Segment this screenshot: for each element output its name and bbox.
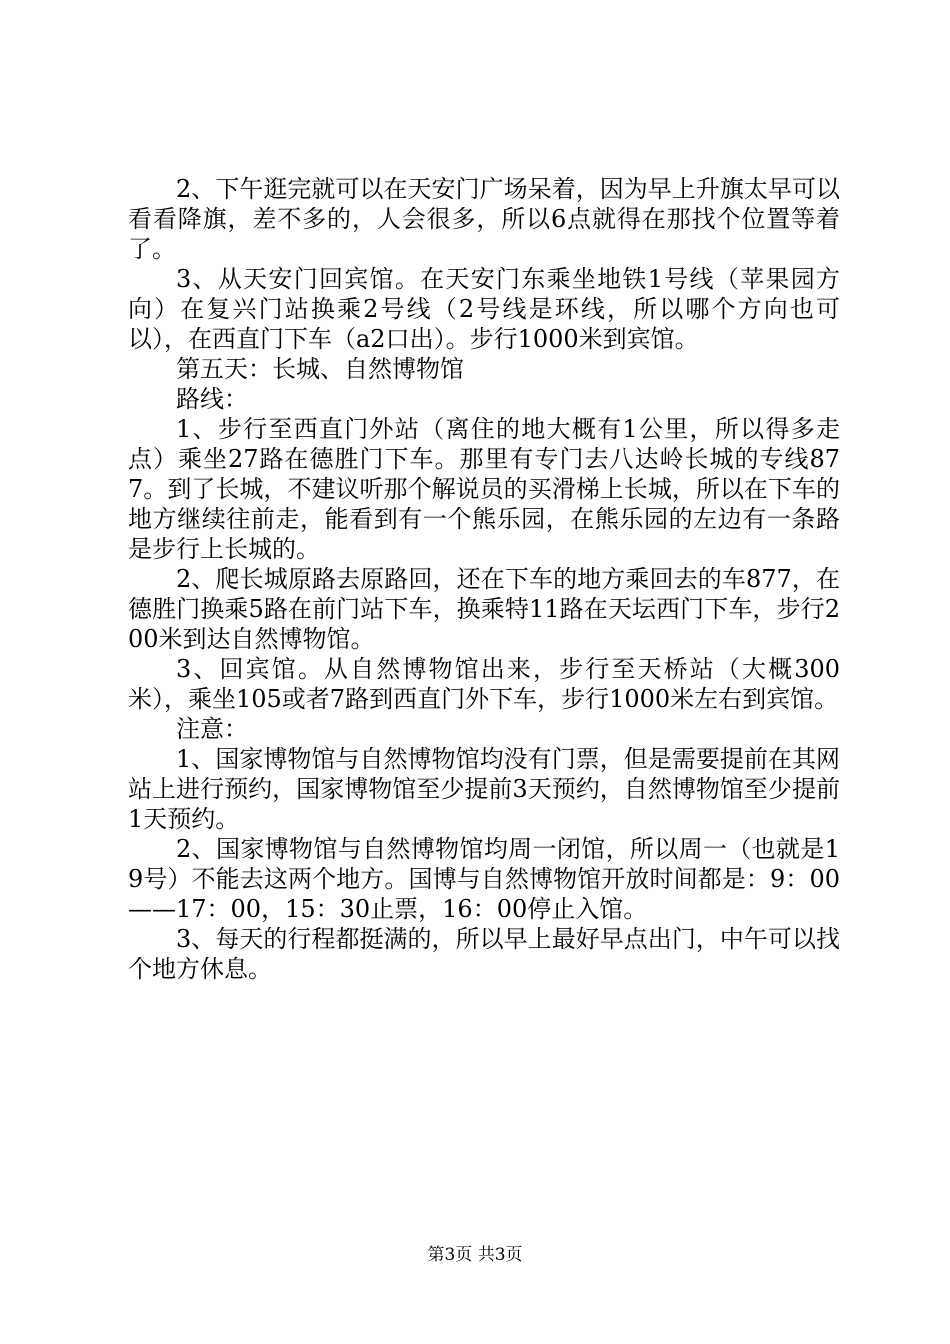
paragraph-note-closing-days: 2、国家博物馆与自然博物馆均周一闭馆，所以周一（也就是19号）不能去这两个地方。国博与自然博物馆开放时间都是：9：00——17：00，15：30止票，16：00停止入馆。 (128, 835, 840, 923)
paragraph-note-reservation: 1、国家博物馆与自然博物馆均没有门票，但是需要提前在其网站上进行预约，国家博物馆至少提前3天预约，自然博物馆至少提前1天预约。 (128, 745, 840, 833)
paragraph-route-great-wall: 1、步行至西直门外站（离住的地大概有1公里，所以得多走点）乘坐27路在德胜门下车。那里有专门去八达岭长城的专线877。到了长城，不建议听那个解说员的买滑梯上长城，所以在下车的地方继续往前走，能看到有一个熊乐园，在熊乐园的左边有一条路是步行上长城的。 (128, 415, 840, 563)
paragraph-return-hotel-bus: 3、回宾馆。从自然博物馆出来，步行至天桥站（大概300米），乘坐105或者7路到西直门外下车，步行1000米左右到宾馆。 (128, 655, 840, 713)
paragraph-return-hotel-subway: 3、从天安门回宾馆。在天安门东乘坐地铁1号线（苹果园方向）在复兴门站换乘2号线（2号线是环线，所以哪个方向也可以），在西直门下车（a2口出）。步行1000米到宾馆。 (128, 265, 840, 353)
page-footer: 第3页 共3页 (427, 1245, 523, 1265)
paragraph-route-museum: 2、爬长城原路去原路回，还在下车的地方乘回去的车877，在德胜门换乘5路在前门站下车，换乘特11路在天坛西门下车，步行200米到达自然博物馆。 (128, 565, 840, 653)
section-heading-day-five: 第五天：长城、自然博物馆 (176, 355, 464, 383)
notes-label: 注意： (176, 715, 248, 743)
document-body (128, 174, 840, 984)
route-label: 路线： (176, 385, 248, 413)
paragraph-afternoon-tiananmen: 2、下午逛完就可以在天安门广场呆着，因为早上升旗太早可以看看降旗，差不多的，人会很多，所以6点就得在那找个位置等着了。 (128, 175, 840, 263)
paragraph-note-schedule: 3、每天的行程都挺满的，所以早上最好早点出门，中午可以找个地方休息。 (128, 925, 840, 983)
